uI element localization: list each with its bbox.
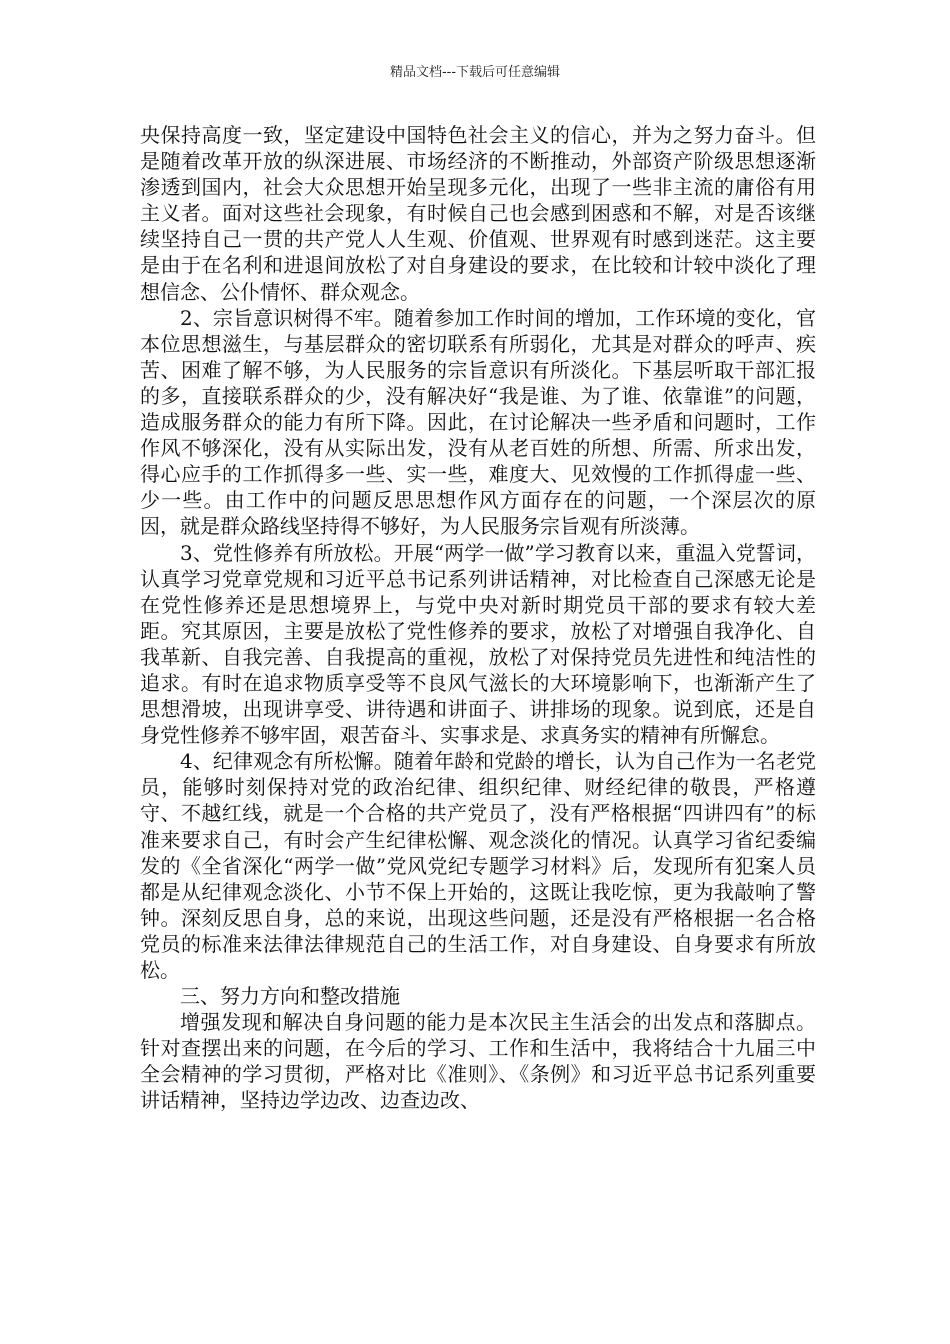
paragraph-purpose-awareness: 2、宗旨意识树得不牢。随着参加工作时间的增加，工作环境的变化，官本位思想滋生，与基层群众的密切联系有所弱化，尤其是对群众的呼声、疾苦、困难了解不够，为人民服务的宗旨意识有所淡化。下基层听取干部汇报的多，直接联系群众的少，没有解决好“我是谁、为了谁、依靠谁”的问题，造成服务群众的能力有所下降。因此，在讨论解决一些矛盾和问题时，工作作风不够深化，没有从实际出发，没有从老百姓的所想、所需、所求出发，得心应手的工作抓得多一些、实一些，难度大、见效慢的工作抓得虚一些、少一些。由工作中的问题反思思想作风方面存在的问题，一个深层次的原因，就是群众路线坚持得不够好，为人民服务宗旨观有所淡薄。 xyxy=(140,305,816,539)
section-heading-rectification: 三、努力方向和整改措施 xyxy=(180,984,400,1009)
document-body xyxy=(140,122,816,1114)
paragraph-continued: 央保持高度一致，坚定建设中国特色社会主义的信心，并为之努力奋斗。但是随着改革开放的纵深进展、市场经济的不断推动，外部资产阶级思想逐渐渗透到国内，社会大众思想开始呈现多元化，出现了一些非主流的庸俗有用主义者。面对这些社会现象，有时候自己也会感到困惑和不解，对是否该继续坚持自己一贯的共产党人人生观、价值观、世界观有时感到迷茫。这主要是由于在名利和进退间放松了对自身建设的要求，在比较和计较中淡化了理想信念、公仆情怀、群众观念。 xyxy=(140,123,816,304)
paragraph-discipline: 4、纪律观念有所松懈。随着年龄和党龄的增长，认为自己作为一名老党员，能够时刻保持对党的政治纪律、组织纪律、财经纪律的敬畏，严格遵守、不越红线，就是一个合格的共产党员了，没有严格根据“四讲四有”的标准来要求自己，有时会产生纪律松懈、观念淡化的情况。认真学习省纪委编发的《全省深化“两学一做”党风党纪专题学习材料》后，发现所有犯案人员都是从纪律观念淡化、小节不保上开始的，这既让我吃惊，更为我敲响了警钟。深刻反思自身，总的来说，出现这些问题，还是没有严格根据一名合格党员的标准来法律法律规范自己的生活工作，对自身建设、自身要求有所放松。 xyxy=(140,749,816,982)
page-header: 精品文档---下载后可任意编辑 xyxy=(389,65,561,80)
paragraph-rectification-intro: 增强发现和解决自身问题的能力是本次民主生活会的出发点和落脚点。针对查摆出来的问题，在今后的学习、工作和生活中，我将结合十九届三中全会精神的学习贯彻，严格对比《准则》、《条例》和习近平总书记系列重要讲话精神，坚持边学边改、边查边改、 xyxy=(140,1010,816,1113)
paragraph-party-spirit: 3、党性修养有所放松。开展“两学一做”学习教育以来，重温入党誓词，认真学习党章党规和习近平总书记系列讲话精神，对比检查自己深感无论是在党性修养还是思想境界上，与党中央对新时期党员干部的要求有较大差距。究其原因，主要是放松了党性修养的要求，放松了对增强自我净化、自我革新、自我完善、自我提高的重视，放松了对保持党员先进性和纯洁性的追求。有时在追求物质享受等不良风气滋长的大环境影响下，也渐渐产生了思想滑坡，出现讲享受、讲待遇和讲面子、讲排场的现象。说到底，还是自身党性修养不够牢固，艰苦奋斗、实事求是、求真务实的精神有所懈怠。 xyxy=(140,540,816,748)
